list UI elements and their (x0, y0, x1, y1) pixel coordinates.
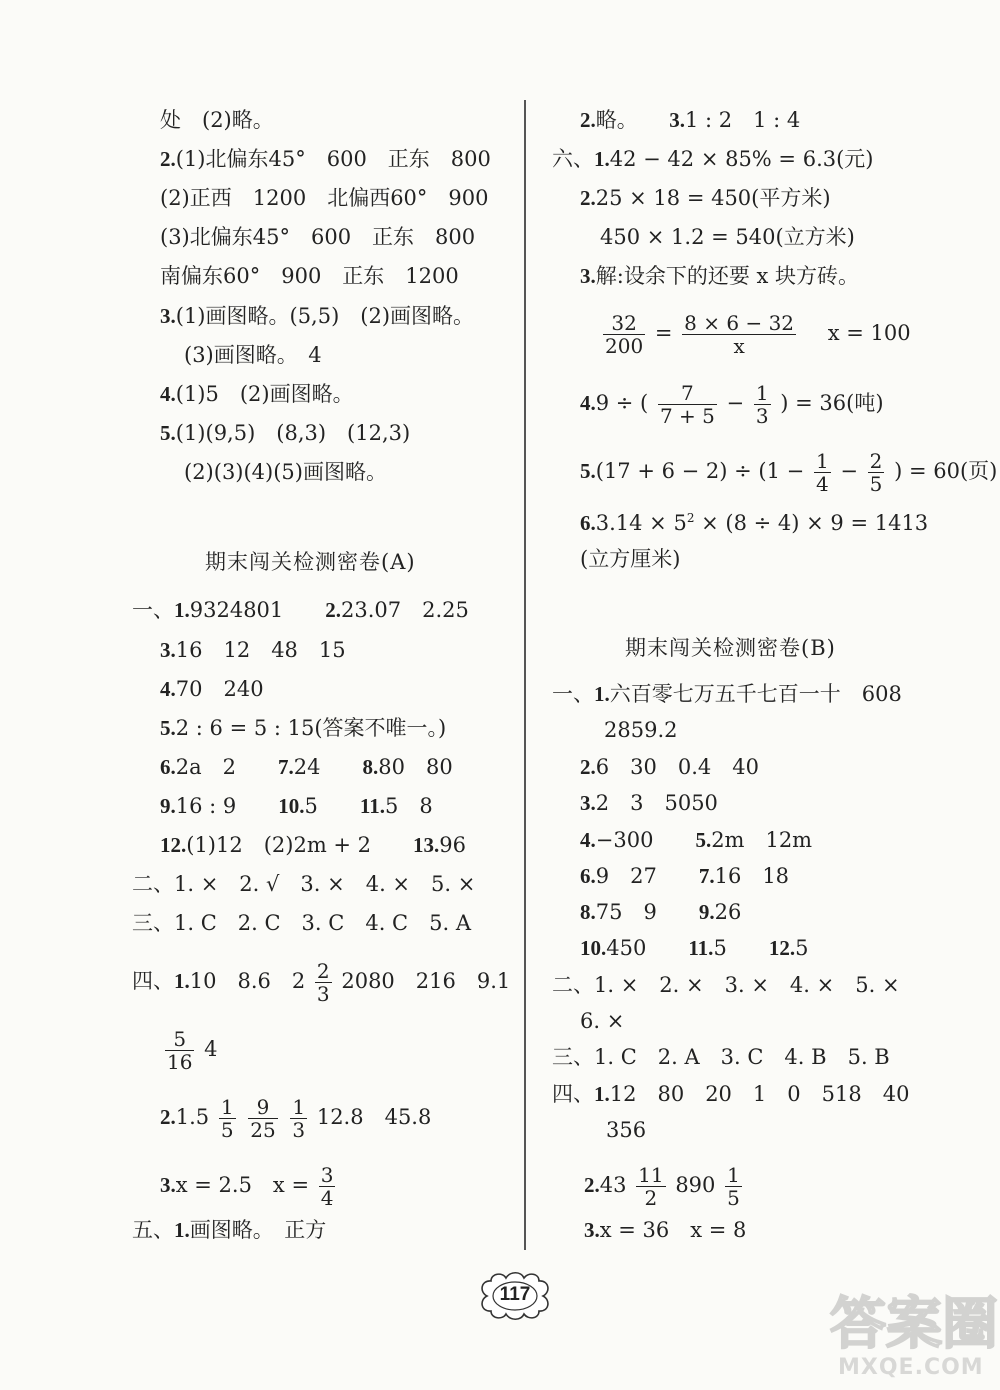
page-number-badge (475, 1270, 555, 1322)
answer-line: 一、1.9324801 2.23.07 2.25 (132, 598, 469, 622)
answer-line: 五、1.画图略。 正方 (132, 1218, 327, 1242)
answer-line: 三、1. C 2. A 3. C 4. B 5. B (552, 1045, 890, 1069)
answer-line: 一、1.六百零七万五千七百一十 608 (552, 682, 902, 706)
answer-line: (3)北偏东45° 600 正东 800 (160, 225, 476, 249)
answer-line: 2.43 $\frac{11}{2}$ 890 $\frac{1}{5}$ (584, 1163, 740, 1210)
answer-line: 450 × 1.2 = 540(立方米) (600, 225, 855, 249)
fraction: $\frac{1}{4}$ (815, 449, 829, 496)
answer-line: 3.(1)画图略。(5,5) (2)画图略。 (160, 304, 475, 328)
answer-line: 三、1. C 2. C 3. C 4. C 5. A (132, 911, 471, 935)
answer-line: (2)(3)(4)(5)画图略。 (184, 460, 387, 484)
answer-line: 3.2 3 5050 (580, 791, 718, 815)
answer-line: 2.(1)北偏东45° 600 正东 800 (160, 147, 491, 171)
section-title-a: 期末闯关检测密卷(A) (205, 550, 416, 574)
answer-line: 9.16 : 9 10.5 11.5 8 (160, 794, 433, 818)
answer-line: 二、1. × 2. √ 3. × 4. × 5. × (132, 872, 476, 896)
section-title-b: 期末闯关检测密卷(B) (625, 636, 836, 660)
fraction: $\frac{8 \times 6 - 32}{x}$ (684, 311, 795, 358)
answer-line: $\frac{5}{16}$ 4 (167, 1027, 218, 1074)
answer-line: 3.解:设余下的还要 x 块方砖。 (580, 264, 860, 288)
answer-line: 2.6 30 0.4 40 (580, 755, 759, 779)
answer-line: 四、1.10 8.6 2 $\frac{2}{3}$ 2080 216 9.1 (132, 959, 511, 1006)
answer-line: 10.450 11.5 12.5 (580, 936, 809, 960)
answer-line: 6. × (580, 1009, 625, 1033)
answer-line: $6.3.14 \times 5^2 \times (8 \div 4) \times 9 = 1413$ (580, 511, 929, 535)
answer-line: 3.x = 36 x = 8 (584, 1218, 747, 1242)
fraction: $\frac{1}{3}$ (292, 1095, 306, 1142)
fraction: $\frac{1}{5}$ (727, 1163, 740, 1210)
answer-line: 6.2a 2 7.24 8.80 80 (160, 755, 453, 779)
answer-line: 2.略。 3.1 : 2 1 : 4 (580, 108, 801, 132)
answer-line: 5.(17 + 6 − 2) ÷ (1 − $\frac{1}{4}$ − $\frac{2}{5}$ ) = 60(页) (580, 449, 998, 496)
fraction: $\frac{1}{5}$ (220, 1095, 234, 1142)
answer-line: 四、1.12 80 20 1 0 518 40 (552, 1082, 910, 1106)
answer-line: 4.9 ÷ ( $\frac{7}{7 + 5}$ − $\frac{1}{3}$ ) = 36(吨) (580, 381, 884, 428)
answer-line: 2.1.5 $\frac{1}{5}$ $\frac{9}{25}$ $\frac{1}{3}$ 12.8 45.8 (160, 1095, 432, 1142)
fraction: $\frac{5}{16}$ (167, 1027, 193, 1074)
answer-line: 8.75 9 9.26 (580, 900, 742, 924)
answer-line: 4.(1)5 (2)画图略。 (160, 382, 354, 406)
answer-line: 处 (2)略。 (160, 108, 274, 132)
fraction: $\frac{1}{3}$ (755, 381, 769, 428)
answer-line: 二、1. × 2. × 3. × 4. × 5. × (552, 973, 900, 997)
column-divider (524, 100, 526, 1250)
watermark-logo (830, 1292, 1000, 1390)
answer-line: (立方厘米) (580, 547, 681, 571)
fraction: $\frac{2}{5}$ (869, 449, 883, 496)
answer-line: 6.9 27 7.16 18 (580, 864, 790, 888)
answer-line: 5.2 : 6 = 5 : 15(答案不唯一。) (160, 716, 447, 740)
answer-line: (3)画图略。 4 (184, 343, 322, 367)
answer-line: 六、1.42 − 42 × 85% = 6.3(元) (552, 147, 874, 171)
answer-line: 2.25 × 18 = 450(平方米) (580, 186, 831, 210)
answer-line: 2859.2 (604, 718, 678, 742)
answer-line: 12.(1)12 (2)2m + 2 13.96 (160, 833, 467, 857)
answer-line: 356 (606, 1118, 647, 1142)
fraction: $\frac{9}{25}$ (250, 1095, 276, 1142)
fraction: $\frac{32}{200}$ (605, 311, 644, 358)
answer-line: 南偏东60° 900 正东 1200 (160, 264, 459, 288)
fraction: $\frac{3}{4}$ (320, 1163, 334, 1210)
watermark-text: 答案圈 (830, 1292, 998, 1357)
answer-line: 4.70 240 (160, 677, 264, 701)
answer-line: 3.x = 2.5 x = $\frac{3}{4}$ (160, 1163, 334, 1210)
watermark-url: MXQE.COM (838, 1355, 984, 1380)
answer-line: (2)正西 1200 北偏西60° 900 (160, 186, 489, 210)
page-number: 117 (499, 1284, 531, 1305)
answer-line: 4.−300 5.2m 12m (580, 828, 813, 852)
answer-line: 5.(1)(9,5) (8,3) (12,3) (160, 421, 411, 445)
fraction: $\frac{11}{2}$ (638, 1163, 664, 1210)
fraction: $\frac{7}{7 + 5}$ (659, 381, 715, 428)
answer-line: $\frac{32}{200}$ = $\frac{8 \times 6 - 32}{x}$ x = 100 (605, 311, 911, 358)
fraction: $\frac{2}{3}$ (316, 959, 330, 1006)
answer-line: 3.16 12 48 15 (160, 638, 346, 662)
